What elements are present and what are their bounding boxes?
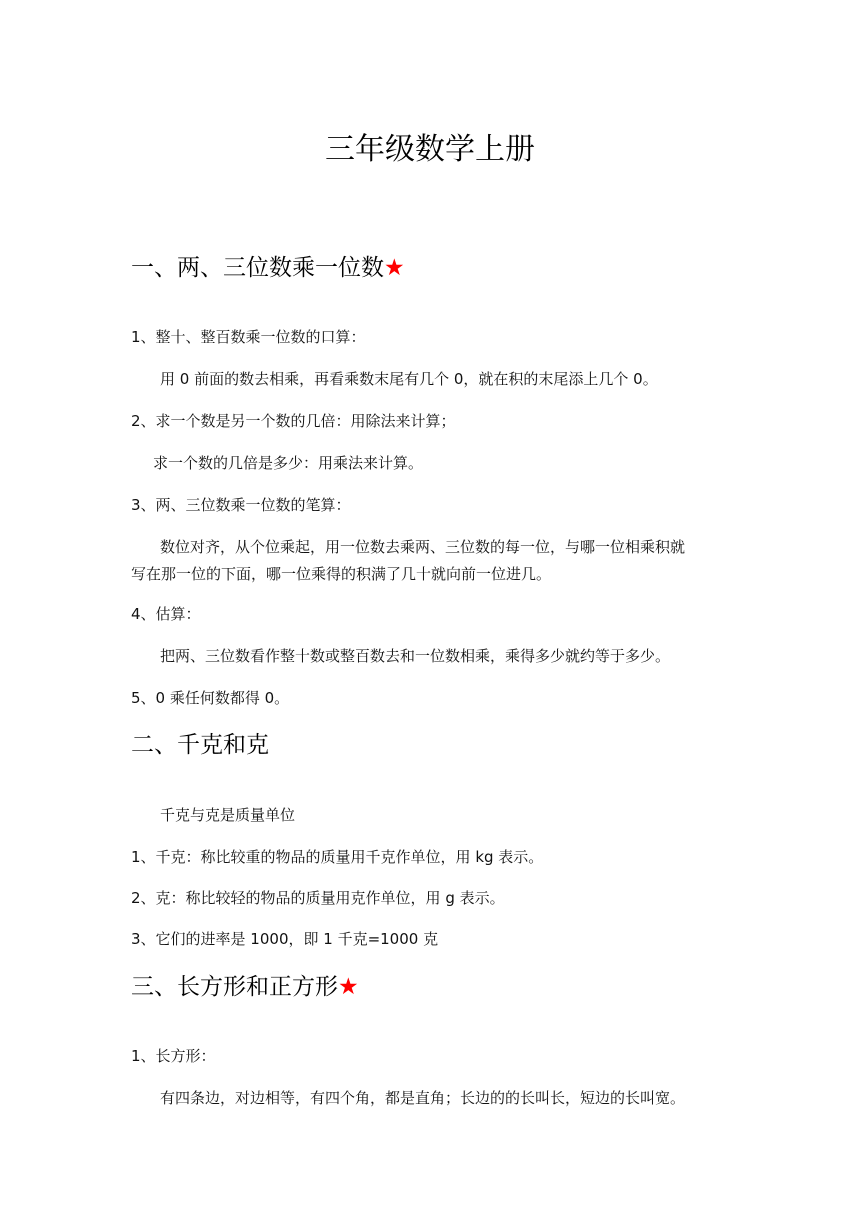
paragraph-line: 千克与克是质量单位 (160, 806, 296, 824)
document-title: 三年级数学上册 (325, 132, 535, 167)
paragraph-line: 数位对齐，从个位乘起，用一位数去乘两、三位数的每一位，与哪一位相乘积就 (160, 538, 686, 556)
paragraph-line: 5、0 乘任何数都得 0。 (131, 689, 290, 707)
paragraph-line: 1、长方形： (131, 1047, 216, 1065)
paragraph-line: 求一个数的几倍是多少：用乘法来计算。 (153, 454, 424, 472)
section-heading-text: 二、千克和克 (131, 732, 269, 758)
section-heading-2 (131, 729, 269, 761)
paragraph-line: 4、估算： (131, 605, 201, 623)
paragraph-line: 有四条边，对边相等，有四个角，都是直角；长边的的长叫长，短边的长叫宽。 (160, 1089, 686, 1107)
section-heading-text: 三、长方形和正方形 (131, 974, 338, 1000)
paragraph-line: 写在那一位的下面，哪一位乘得的积满了几十就向前一位进几。 (131, 565, 552, 583)
paragraph-line: 把两、三位数看作整十数或整百数去和一位数相乘，乘得多少就约等于多少。 (160, 647, 671, 665)
paragraph-line: 3、两、三位数乘一位数的笔算： (131, 496, 351, 514)
star-icon: ★ (338, 974, 359, 1000)
section-heading-text: 一、两、三位数乘一位数 (131, 255, 384, 281)
section-heading-3 (131, 971, 359, 1003)
paragraph-line: 1、整十、整百数乘一位数的口算： (131, 328, 366, 346)
paragraph-line: 3、它们的进率是 1000，即 1 千克=1000 克 (131, 930, 439, 948)
paragraph-line: 1、千克：称比较重的物品的质量用千克作单位，用 kg 表示。 (131, 848, 544, 866)
star-icon: ★ (384, 255, 405, 281)
paragraph-line: 2、克：称比较轻的物品的质量用克作单位，用 g 表示。 (131, 889, 505, 907)
paragraph-line: 用 0 前面的数去相乘，再看乘数末尾有几个 0，就在积的末尾添上几个 0。 (160, 370, 658, 388)
paragraph-line: 2、求一个数是另一个数的几倍：用除法来计算； (131, 412, 456, 430)
section-heading-1 (131, 252, 405, 284)
